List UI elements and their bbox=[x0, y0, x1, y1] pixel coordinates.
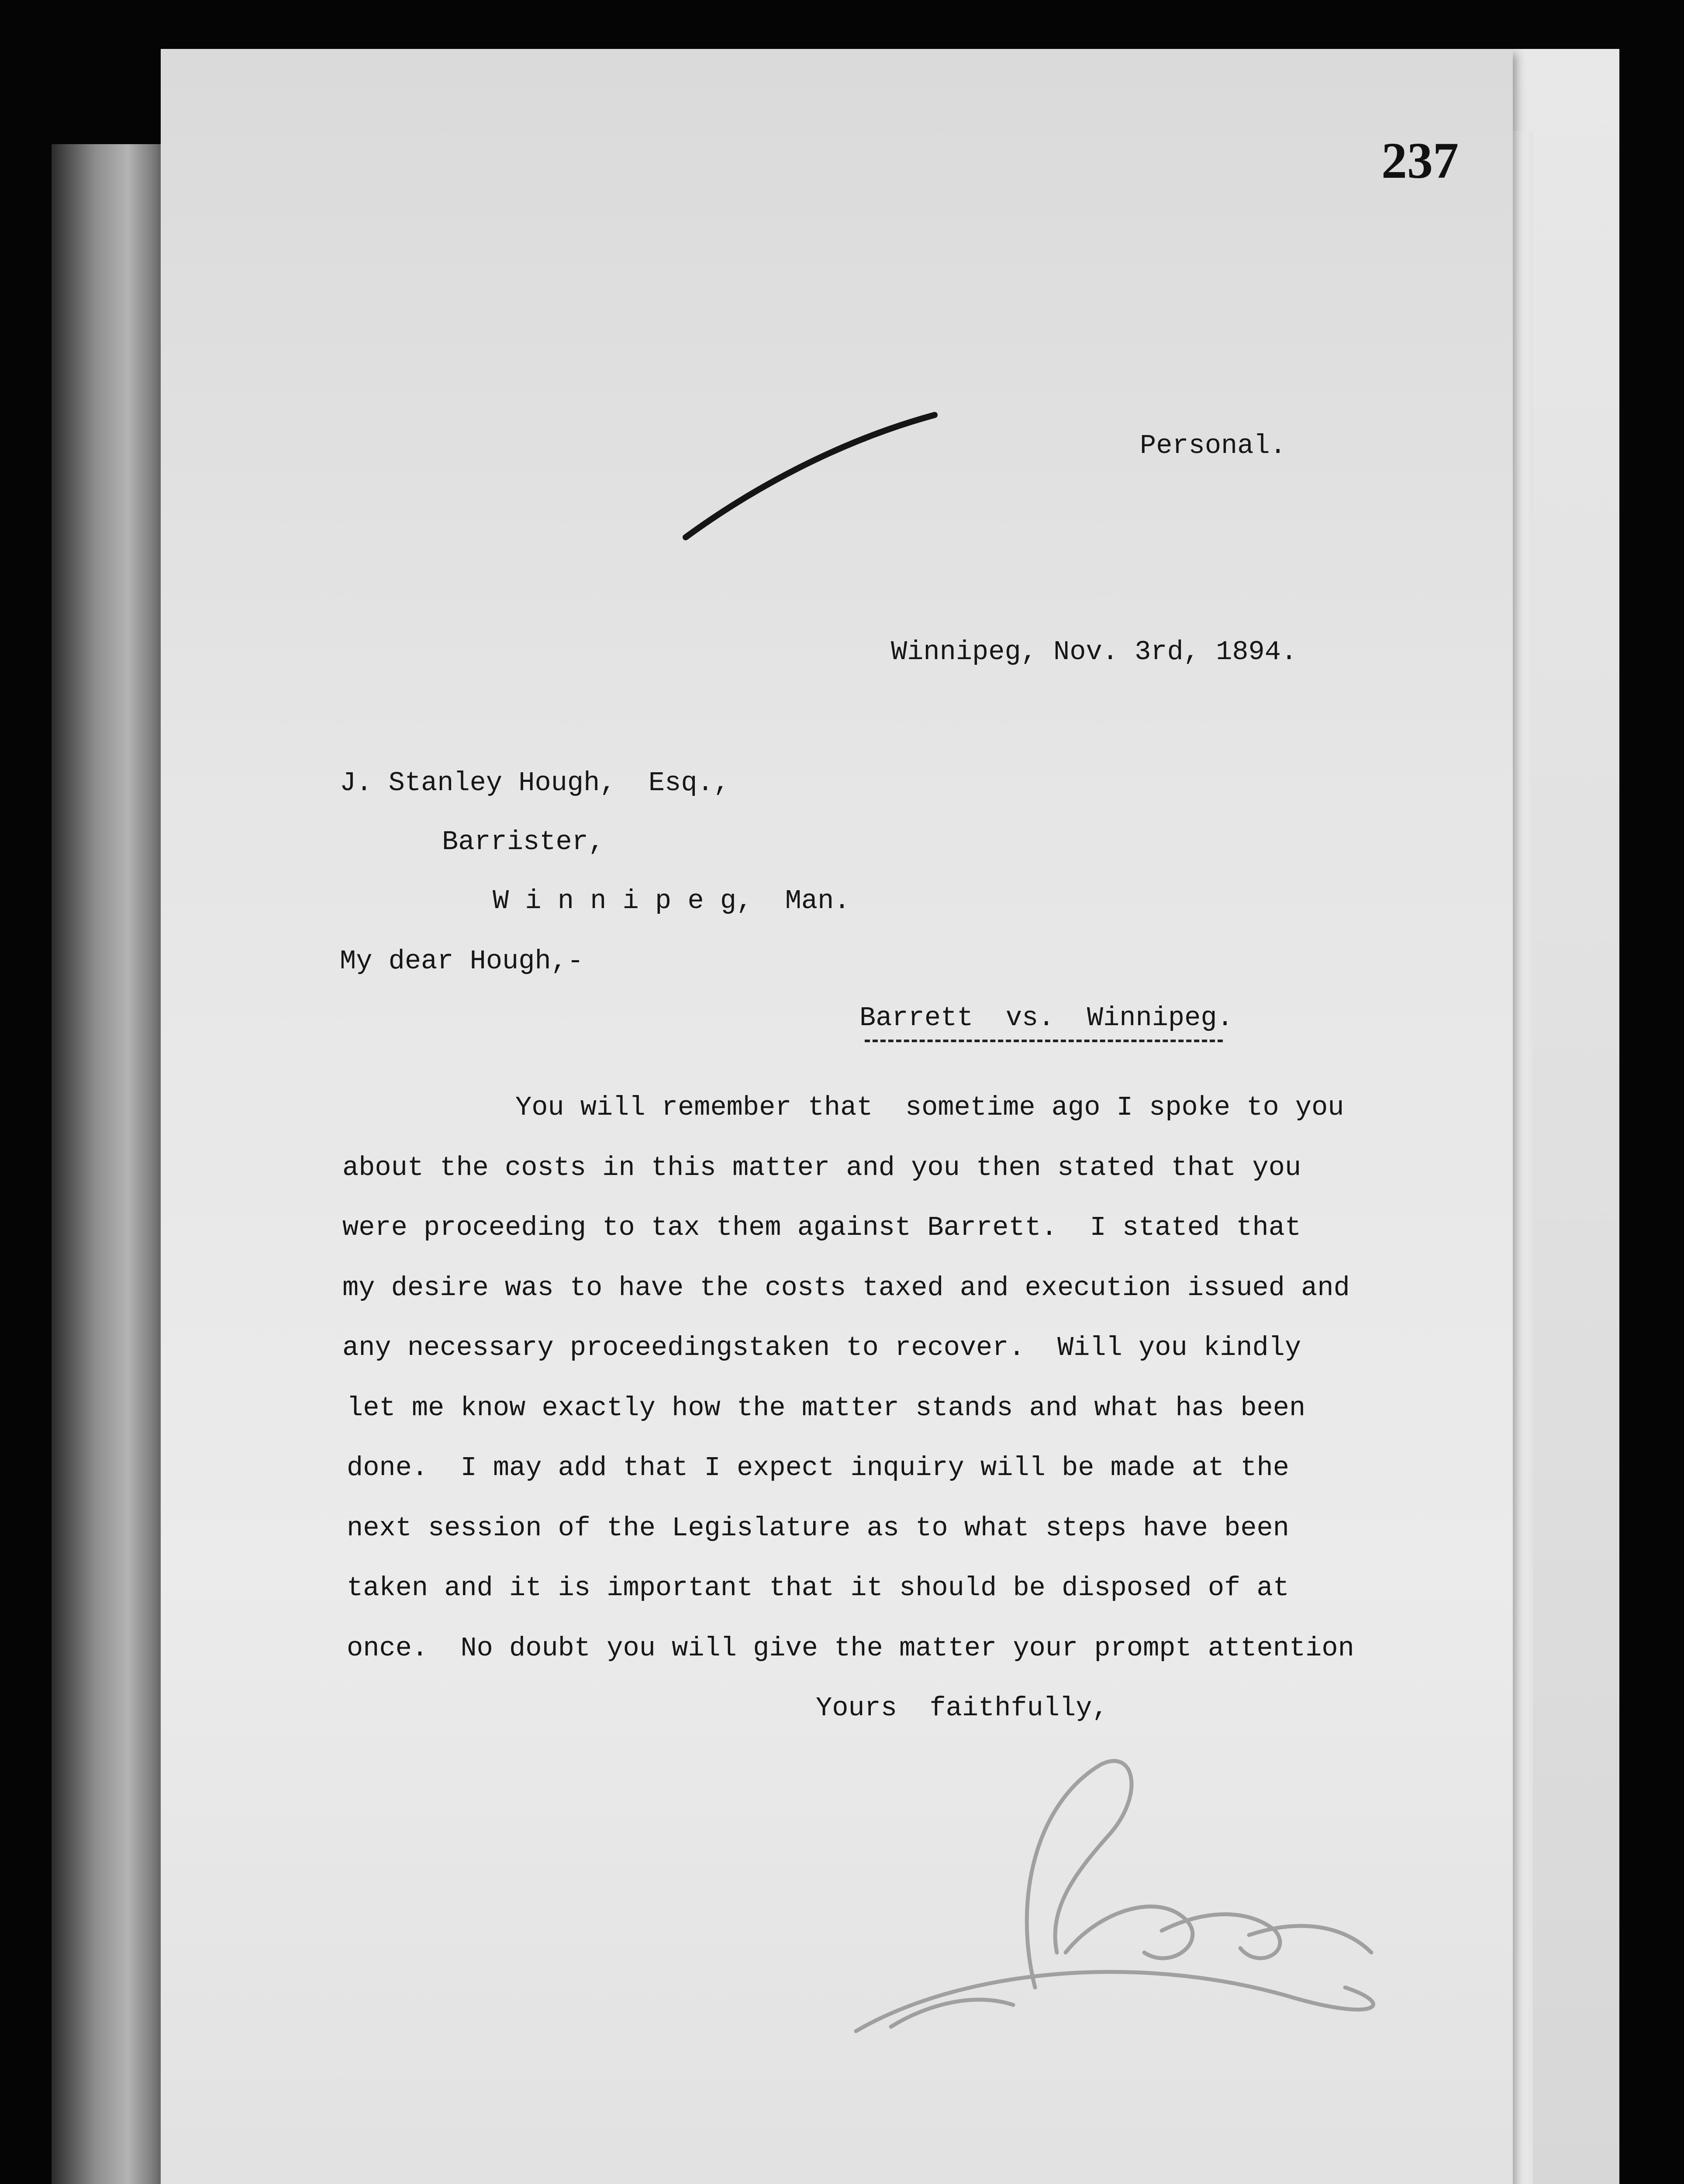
personal-marking: Personal. bbox=[1140, 430, 1286, 461]
body-line: about the costs in this matter and you then stated that you bbox=[342, 1152, 1301, 1183]
body-line: my desire was to have the costs taxed and execution issued and bbox=[342, 1272, 1350, 1303]
recipient-location: W i n n i p e g, Man. bbox=[493, 885, 850, 916]
body-line: You will remember that sometime ago I spoke to you bbox=[515, 1092, 1344, 1123]
body-line: let me know exactly how the matter stands and what has been bbox=[347, 1393, 1306, 1424]
signature-mark bbox=[830, 1725, 1441, 2066]
body-line: done. I may add that I expect inquiry will be made at the bbox=[347, 1452, 1289, 1483]
body-line: once. No doubt you will give the matter your prompt attention bbox=[347, 1633, 1354, 1664]
salutation: My dear Hough,- bbox=[340, 946, 584, 977]
dateline: Winnipeg, Nov. 3rd, 1894. bbox=[891, 636, 1298, 667]
page-number: 237 bbox=[1381, 132, 1459, 189]
body-line: were proceeding to tax them against Barrett. I stated that bbox=[342, 1212, 1301, 1243]
subject-heading: Barrett vs. Winnipeg. bbox=[859, 1002, 1233, 1033]
pen-stroke-mark bbox=[681, 406, 943, 546]
body-line: any necessary proceedingstaken to recover. Will you kindly bbox=[342, 1332, 1301, 1363]
body-line: taken and it is important that it should be disposed of at bbox=[347, 1572, 1289, 1603]
film-left-strip bbox=[52, 144, 161, 2184]
body-line: next session of the Legislature as to what steps have been bbox=[347, 1513, 1289, 1544]
subject-underline bbox=[865, 1040, 1223, 1042]
recipient-title: Barrister, bbox=[442, 826, 605, 857]
recipient-name: J. Stanley Hough, Esq., bbox=[340, 767, 730, 798]
closing: Yours faithfully, bbox=[816, 1693, 1108, 1724]
